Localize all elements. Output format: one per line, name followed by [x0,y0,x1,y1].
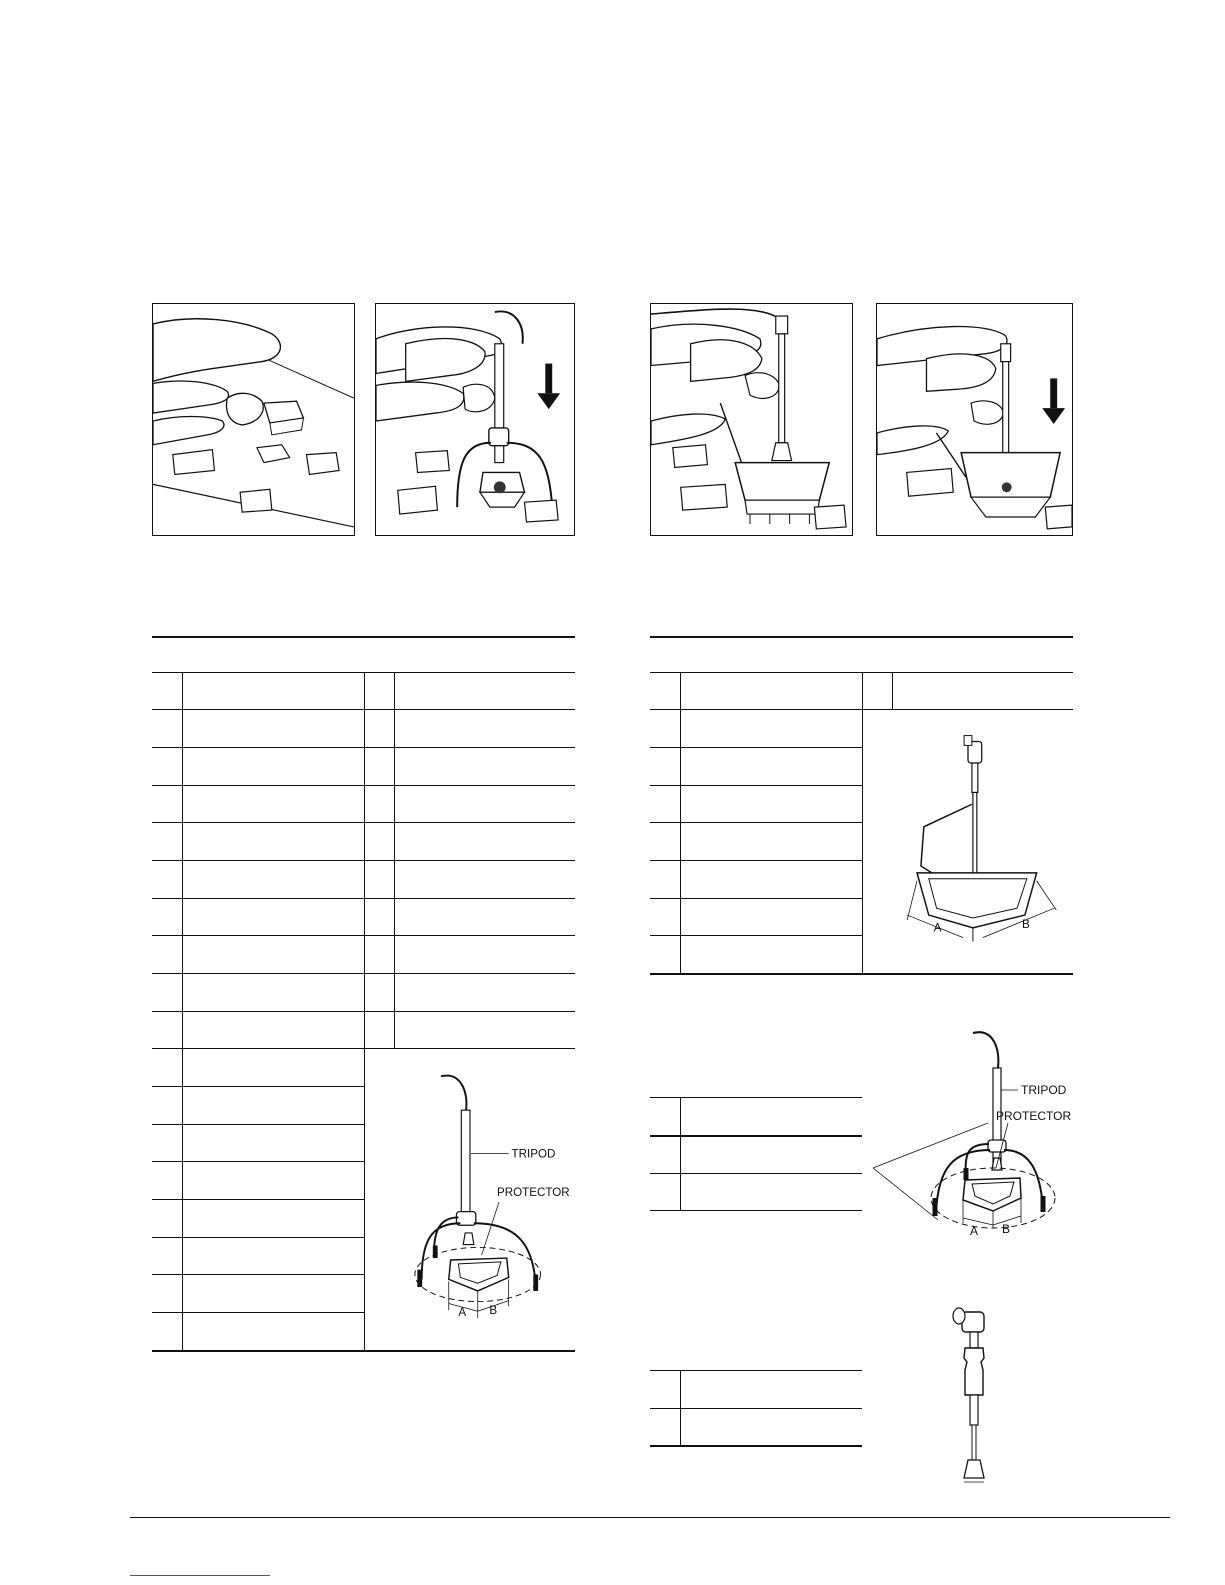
right-tool-table [650,1370,862,1450]
dimension-a-label: A [933,921,942,935]
illustration-place-protector [152,303,355,536]
down-arrow-icon [537,393,560,409]
table-column-divider [182,672,183,1350]
table-row [152,1312,364,1313]
hand-holding-tripod-over-chip-drawing [651,304,852,535]
table-row [152,1161,364,1162]
table-row [650,860,862,861]
table-column-divider [892,672,893,709]
hand-placing-protector-drawing [153,304,354,535]
large-tripod-figure [868,1028,1098,1238]
small-tripod-figure [370,1057,570,1347]
table-row [152,1274,364,1275]
dimension-a-label: A [458,1306,467,1320]
illustration-position-tripod [375,303,575,536]
table-row [152,1237,364,1238]
right-tripod-table [650,1097,862,1212]
table-row [650,747,862,748]
table-row [650,898,862,899]
table-column-divider [680,1370,681,1445]
table-row [650,1408,862,1409]
protector-with-tool-figure [868,714,1068,969]
table-bottom-rule [650,973,1073,975]
dimension-b-label: B [1021,917,1030,931]
table-row [152,1199,364,1200]
down-arrow-shaft [545,364,552,394]
table-row [650,1097,862,1098]
illustration-remove-component [876,303,1073,536]
table-row [650,1173,862,1174]
table-column-divider [680,1097,681,1210]
table-row [152,1086,364,1087]
table-column-divider [364,672,365,1350]
down-arrow-shaft [1050,378,1057,408]
table-column-divider [394,672,395,1048]
table-row [650,1370,862,1371]
hand-pushing-tripod-drawing [877,304,1072,535]
protector-callout: PROTECTOR [497,1186,570,1200]
tripod-callout: TRIPOD [511,1147,556,1161]
table-row [650,822,862,823]
table-row [650,785,862,786]
table-column-divider [862,672,863,973]
footer-rule [130,1517,1170,1518]
left-table-top-rule [152,636,575,638]
protector-callout: PROTECTOR [996,1109,1072,1123]
table-bottom-rule [650,1210,862,1211]
nozzle-tool-figure [948,1300,1008,1485]
table-bottom-rule [152,1350,575,1352]
hand-pressing-tripod-drawing [376,304,574,535]
table-bottom-rule [650,1445,862,1447]
table-column-divider [680,672,681,973]
left-spec-table [152,672,575,1352]
tripod-callout: TRIPOD [1021,1083,1067,1097]
table-row [650,1135,862,1137]
right-spec-table [650,672,1073,977]
dimension-b-label: B [489,1304,498,1318]
down-arrow-icon [1042,408,1065,424]
table-row [152,1124,364,1125]
footer-link-underline[interactable] [130,1575,270,1576]
table-row [650,935,862,936]
dimension-b-label: B [1002,1222,1011,1236]
dimension-a-label: A [970,1224,979,1238]
right-table-top-rule [650,636,1073,638]
illustration-lift-component [650,303,853,536]
